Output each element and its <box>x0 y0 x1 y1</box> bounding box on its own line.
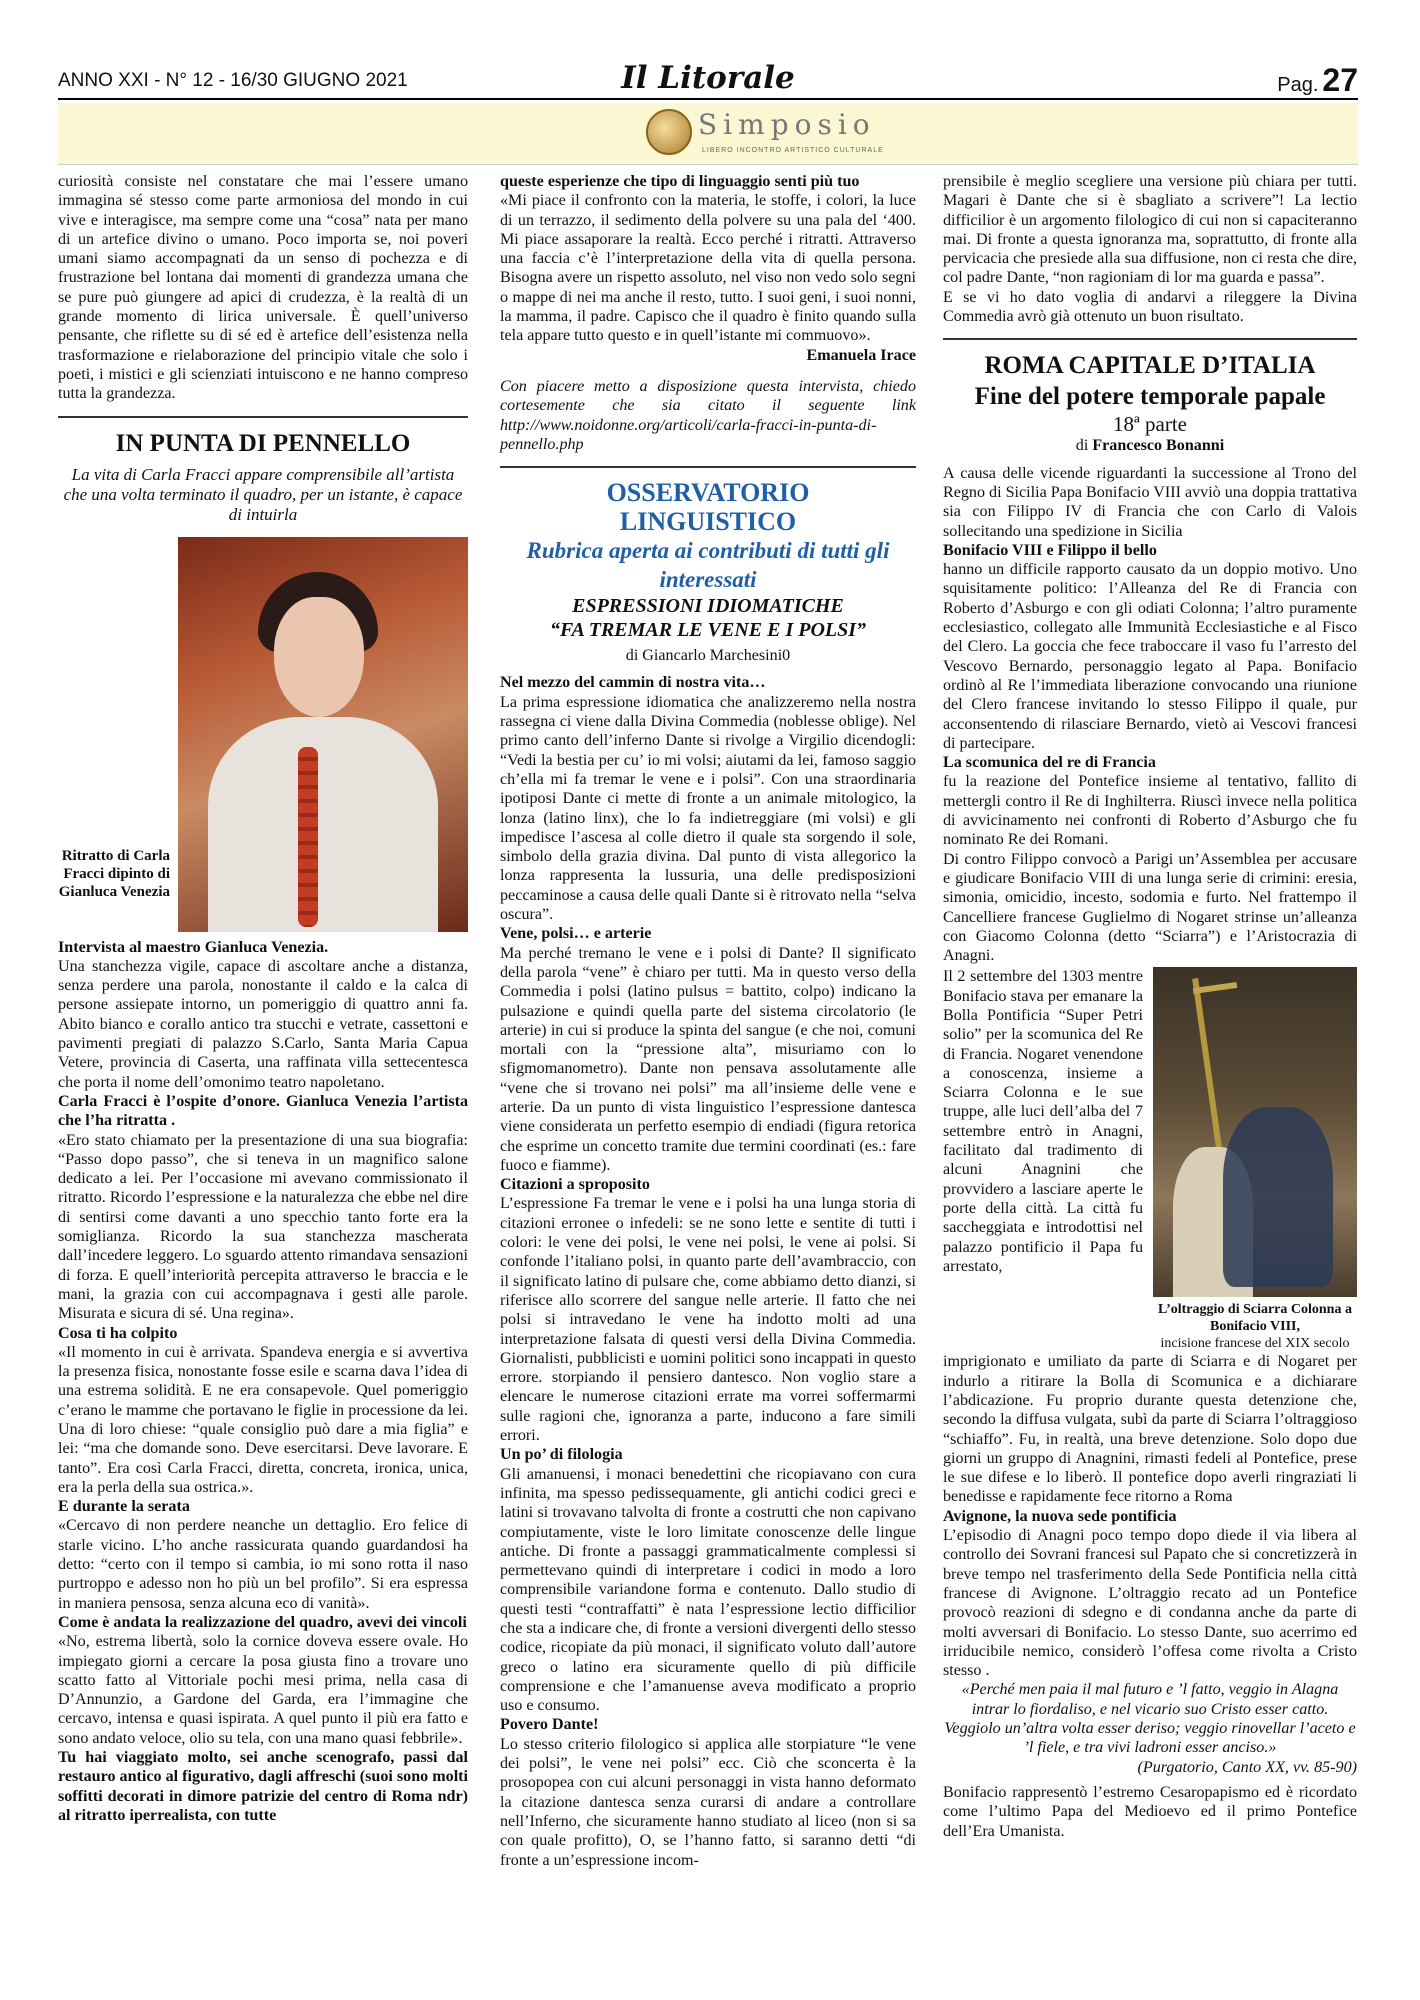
paragraph: Bonifacio rappresentò l’estremo Cesaropapismo ed è ricordato come l’ultimo Papa del Medioevo ed il primo Pontefice dell’Era Umanista. <box>943 1783 1357 1840</box>
portrait-caption: Ritratto di Carla Fracci dipinto di Gianluca Venezia <box>58 847 170 900</box>
article-title: IN PUNTA DI PENNELLO <box>115 429 411 457</box>
section-heading: La scomunica del re di Francia <box>943 754 1156 772</box>
dante-quote: «Perché men paia il mal futuro e ’l fatto, veggio in Alagna intrar lo fiordaliso, e nel vicario suo Cristo esser catto. <box>961 1681 1339 1718</box>
section-tagline: LIBERO INCONTRO ARTISTICO CULTURALE <box>702 147 884 154</box>
paragraph: «Ero stato chiamato per la presentazione di una sua biografia: “Passo dopo passo”, che si teneva in un magnifico salone dedicato a lei. Per l’occasione mi avevano commissionato il ritratto. Ricordo l’espressione e la naturalezza che ebbe nel dire di sentirsi come davanti a uno specchio tanto forte era la somiglianza. Ricordo la sua stanchezza mascherata dall’incedere leggero. Lo sguardo attento rimandava sensazioni di forza. E quell’interiorità percepita attraverso le braccia e le mani, la grazia con cui accompagnava i gesti alle parole. Misurata e sicura di sé. Una regina». <box>58 1131 468 1323</box>
paragraph: Il 2 settembre del 1303 mentre Bonifacio stava per emanare la Bolla Pontificia “Super Petri solio” per la scomunica del Re di Francia. Nogaret venendone a conoscenza, insieme a Sciarra Colonna e le sue truppe, alle luci dell’alba del 7 settembre entrò in Anagni, facilitato dal tradimento di alcuni Anagnini che provvidero a lasciare aperte le porte della città. La città fu saccheggiata e introdottisi nel palazzo pontificio il Papa fu arrestato, <box>943 968 1143 1275</box>
section-heading: Avignone, la nuova sede pontificia <box>943 1507 1177 1525</box>
paragraph: «Cercavo di non perdere neanche un dettaglio. Ero felice di starle vicino. L’ho anche rassicurata quando guardandosi ha detto: “certo con il tempo si cambia, io mi sono rotta il naso purtroppo e adesso non ho più un bel profilo”. Si era espressa in maniera pensosa, senza alcuna eco di vanità». <box>58 1517 468 1612</box>
figure-caption: L’oltraggio di Sciarra Colonna a Bonifacio VIII, incisione francese del XIX secolo <box>1158 1302 1352 1352</box>
engraving-figure <box>1153 967 1357 1352</box>
rubric-phrase: “FA TREMAR LE VENE E I POLSI” <box>549 619 867 642</box>
citation-note: Con piacere metto a disposizione questa intervista, chiedo cortesemente che sia citato il seguente link http://www.noidonne.org/articoli/carla-fracci-in-punta-di-pennello.php <box>500 377 916 453</box>
page-number: Pag. 27 <box>1277 62 1358 98</box>
paragraph: L’episodio di Anagni poco tempo dopo diede il via libera al controllo dei Sovrani francesi sul Papato che si concretizzerà in breve tempo nel trasferimento della Sede Pontificia nella città francese di Avignone. L’oltraggio recato ad un Pontefice provocò reazioni di sdegno e di condanna anche da parte di molti avversari di Bonifacio. Lo stesso Dante, suo acerrimo ed irriducibile nemico, considerò l’offesa come rivolta a Cristo stesso . <box>943 1527 1357 1680</box>
paragraph: prensibile è meglio scegliere una versione più chiara per tutti. Magari è Dante che si è sbagliato a scrivere”! La lectio difficilior è un argomento filologico di cui non si capaciteranno mai. Di fronte a questa ignoranza ma, soprattutto, di fronte alla pervicacia che presiede alla sua diffusione, non ci resta che dire, col padre Dante, “non ragioniam di lor ma guarda e passa”. <box>943 173 1357 287</box>
paragraph: La prima espressione idiomatica che analizzeremo nella nostra rassegna ci viene dalla Divina Commedia (noblesse oblige). Nel primo canto dell’inferno Dante si rivolge a Virgilio dicendogli: “Vedi la bestia per cu’ io mi volsi; aiutami da lei, famoso saggio ch’ella mi fa tremar le vene e i polsi”. Con una straordinaria ipotiposi Dante ci mette di fronte a un animale mitologico, la lonza (latino linx), che lo fa indietreggiare (mi volsi) e gli impedisce l’ascesa al colle dietro il quale sta sorgendo il sole, simbolo della grazia divina. Dal punto di vista allegorico la lonza rappresenta la lussuria, una delle predisposizioni peccaminose a causa delle quali Dante si è ritrovato nella “selva oscura”. <box>500 693 916 924</box>
article-part: 18ª parte <box>1112 412 1187 437</box>
section-brand: Simposio <box>698 108 876 141</box>
question-heading: Cosa ti ha colpito <box>58 1324 178 1342</box>
rubric-subtitle: Rubrica aperta ai contributi di tutti gli interessati <box>526 538 890 593</box>
question-heading: Come è andata la realizzazione del quadro, avevi dei vincoli <box>58 1613 467 1631</box>
quote-source: (Purgatorio, Canto XX, vv. 85-90) <box>1137 1758 1357 1776</box>
section-heading: Citazioni a sproposito <box>500 1176 650 1194</box>
section-heading: Un po’ di filologia <box>500 1446 623 1464</box>
paragraph: hanno un difficile rapporto causato da un doppio motivo. Uno squisitamente politico: l’Alleanza del Re di Francia con Roberto d’Asburgo e con gli odiati Colonna; l’altro puramente ecclesiastico, collegato alle Immunità Ecclesiastiche e al Fisco del Clero. La goccia che fece traboccare il vaso fu l’arresto del Vescovo Bernardo, personaggio legato al Papa. Bonifacio ordinò al Re l’immediata liberazione convocando una riunione del Clero francese invitando lo stesso Filippo il quale, pur acconsentendo di rilasciare Bernardo, vietò ai Vescovi francesi di partecipare. <box>943 561 1357 752</box>
issue-info: ANNO XXI - N° 12 - 16/30 GIUGNO 2021 <box>58 70 408 91</box>
portrait-figure <box>58 537 468 932</box>
paragraph: L’espressione Fa tremar le vene e i polsi ha una lunga storia di citazioni erronee o infedeli: se ne sono lette e sentite di tutti i colori: le vene dei polsi, le vene nei polsi, le vene ai polsi. Si confonde l’italiano polsi, in quanto parte dell’avambraccio, con il significato latino di pulsare che, come abbiamo detto dianzi, si riferisce allo scorrere del sangue nelle arterie. Il fatto che nei polsi si intravedano le vene ha indotto molti ad una interpretazione falsata di questi versi della Divina Commedia. Giornalisti, pubblicisti e uomini politici sono incappati in questo errore. storpiando il pensiero dantesco. Non voglio stare a elencare le numerose citazioni errate ma vorrei soffermarmi sulle ragioni che, ignoranza a parte, inducono a fare simili errori. <box>500 1195 916 1445</box>
paragraph: Lo stesso criterio filologico si applica alle storpiature “le vene dei polsi”, le vene nei polsi” ecc. Ciò che sconcerta è la prosopopea con cui alcuni personaggi in vista hanno deformato la citazione dantesca senza curarsi di andare a controllare nell’Inferno, che sicuramente hanno studiato al liceo (non si sa con quale profitto), O, se l’hanno fatto, si saranno detti “di fronte a un’espressione incom- <box>500 1735 916 1869</box>
column-2 <box>500 172 916 1870</box>
question-heading: Tu hai viaggiato molto, sei anche scenografo, passi dal restauro antico al figurativo, dagli affreschi (suoi sono molti soffitti decorati in dimore patrizie del centro di Roma ndr) al ritratto iperrealista, con tutte <box>58 1749 468 1824</box>
paragraph: Gli amanuensi, i monaci benedettini che ricopiavano con cura infinita, ma spesso pedissequamente, gli antichi codici greci e latini si trovavano talvolta di fronte a costrutti che non capivano compiutamente, viste le loro limitate conoscenze delle lingue antiche. Di fronte a passaggi grammaticalmente complessi si permettevano quindi di interpretare i codici in modo a loro comprensibile variandone forma e contenuto. Dallo studio di questi testi “contraffatti” è nata l’espressione lectio difficilior che sta a indicare che, di fronte a versioni divergenti dello stesso codice, ricopiate da più monaci, il significato voluto dall’autore greco o latino era sicuramente quello di più difficile comprensione e che l’amanuense aveva modificato a proprio uso e consumo. <box>500 1465 916 1715</box>
section-heading: Nel mezzo del cammin di nostra vita… <box>500 674 766 692</box>
article-subtitle: Fine del potere temporale papale <box>974 383 1326 411</box>
article-title: ROMA CAPITALE D’ITALIA <box>984 352 1316 380</box>
article-subtitle: La vita di Carla Fracci appare comprensibile all’artista che una volta terminato il quadro, per un istante, è capace di intuirla <box>63 464 463 524</box>
dante-quote: Veggiolo un’altra volta esser deriso; veggio rinovellar l’aceto e ’l fiele, e tra vivi ladroni esser anciso.» <box>944 1720 1356 1757</box>
section-heading: Vene, polsi… e arterie <box>500 925 652 943</box>
divider <box>58 416 468 418</box>
paragraph: fu la reazione del Pontefice insieme al tentativo, fallito di mettergli contro il Re di Inghilterra. Riuscì invece nella politica di avvicinamento nei confronti di Roberto d’Asburgo che fu nominato Re dei Romani. <box>943 773 1357 849</box>
byline: di Francesco Bonanni <box>1075 437 1225 455</box>
paragraph: Ma perché tremano le vene e i polsi di Dante? Il significato della parola “vene” è chiaro per tutti. Ma in questo verso della Commedia i polsi (latino pulsus = battito, colpo) indicano la pulsazione e quindi quella parte del sistema circolatorio (le arterie) in cui si produce la spinta del sangue (e che noi, comuni mortali con la “pressione alta”, misuriamo con lo sfigmomanometro). Dante non pensava assolutamente alle “vene che si trovano nei polsi” ma all’insieme delle vene e arterie. Da un punto di vista linguistico l’espressione dantesca viene considerata un perfetto esempio di endiadi (figura retorica che esprime un concetto tramite due termini coordinati (es.: fare fuoco e fiamme). <box>500 944 916 1174</box>
paragraph: «Il momento in cui è arrivata. Spandeva energia e si avvertiva la presenza fisica, nonostante fosse esile e scarna dava l’idea di una estrema solidità. E ne era consapevole. Quel pomeriggio c’erano le mamme che portavano le figlie in processione da lei. Una di loro chiese: “quale consiglio può dare a mia figlia” e lei: “ma che domande sono. Deve esercitarsi. Deve lavorare. E tanto”. Era così Carla Fracci, diretta, concreta, ironica, unica, era la perla della sua ostrica.». <box>58 1343 468 1496</box>
divider <box>943 338 1357 340</box>
figure-block <box>943 967 1357 1352</box>
carla-fracci-portrait <box>178 537 468 932</box>
masthead: Il Litorale <box>621 60 795 96</box>
divider <box>500 466 916 468</box>
paragraph: A causa delle vicende riguardanti la successione al Trono del Regno di Sicilia Papa Bonifacio VIII avviò una doppia trattativa sia con Filippo IV di Francia che con Carlo di Valois sollecitando una spedizione in Sicilia <box>943 464 1358 540</box>
paragraph: E se vi ho dato voglia di andarvi a rileggere la Divina Commedia avrò già ottenuto un buon risultato. <box>943 288 1357 326</box>
paragraph: «No, estrema libertà, solo la cornice doveva essere ovale. Ho impiegato giorni a cercare la posa giusta fino a trovare uno scatto fatto al Vittoriale pochi mesi prima, nella casa di D’Annunzio, a Gardone del Garda, era l’immagine che cercavo, intensa e quasi ispirata. A quel punto il più era fatto e sono andato veloce, olio su tela, con una mano quasi febbrile». <box>58 1633 468 1747</box>
interview-heading: Intervista al maestro Gianluca Venezia. <box>58 938 329 956</box>
question-heading: Carla Fracci è l’ospite d’onore. Gianluca Venezia l’artista che l’ha ritratta . <box>58 1092 468 1130</box>
simposio-logo-icon <box>646 109 692 155</box>
rubric-section: ESPRESSIONI IDIOMATICHE <box>572 595 844 618</box>
paragraph: Una stanchezza vigile, capace di ascoltare anche a distanza, senza perdere una parola, nonostante il caldo e la calca di persone assiepate intorno, un pomeriggio di quattro anni fa. Abito bianco e corallo antico tra stucchi e vetrate, cassettoni e pavimenti pregiati di palazzo S.Carlo, Santa Maria Capua Vetere, provincia di Caserta, una raffinata villa settecentesca che porta il nome dell’omonimo teatro napoletano. <box>58 957 468 1091</box>
paragraph: imprigionato e umiliato da parte di Sciarra e di Nogaret per indurlo a ritirare la Bolla di Scomunica e a dichiarare l’abdicazione. Fu proprio durante questa detenzione che, secondo la diffusa vulgata, subì da parte di Sciarra l’oltraggioso “schiaffo”. Fu, in realtà, una breve detenzione. Solo dopo due giorni un gruppo di Anagnini, rimasti fedeli al Pontefice, prese le sue difese e lo liberò. Il pontefice dopo averli ringraziati li benedisse e rapidamente fece ritorno a Roma <box>943 1353 1357 1506</box>
column-1 <box>58 172 468 1825</box>
paragraph: Di contro Filippo convocò a Parigi un’Assemblea per accusare e giudicare Bonifacio VIII di una lunga serie di crimini: eresia, simonia, omicidio, incesto, sodomia e furto. Nel frattempo il Cancelliere francese Guglielmo di Nogaret strinse un’alleanza con Giacomo Colonna (detto “Sciarra”) e l’Aristocrazia di Anagni. <box>943 850 1357 965</box>
author-signature: Emanuela Irace <box>806 346 916 364</box>
column-3 <box>943 172 1357 1841</box>
byline: di Giancarlo Marchesini0 <box>625 647 791 665</box>
section-heading: Bonifacio VIII e Filippo il bello <box>943 541 1157 559</box>
section-band <box>58 103 1358 165</box>
rubric-title: OSSERVATORIO LINGUISTICO <box>606 478 810 537</box>
question-heading: E durante la serata <box>58 1498 190 1516</box>
question-heading: queste esperienze che tipo di linguaggio senti più tuo <box>500 173 860 190</box>
anagni-engraving <box>1153 967 1357 1297</box>
section-heading: Povero Dante! <box>500 1716 599 1734</box>
page-header <box>58 60 1358 100</box>
paragraph: «Mi piace il confronto con la materia, le stoffe, i colori, la luce di un terrazzo, il sedimento della polvere su una pala del ‘400. Mi piace assaporare la realtà. Ecco perché i ritratti. Attraverso una faccia c’è l’interpretazione della vita di quella persona. Bisogna avere un rispetto assoluto, nel viso non vedo solo segni o mappe di nei ma anche il resto, tutto. I suoi geni, i suoi nonni, la mamma, il padre. Capisco che il quadro è finito quando sulla tela appare tutto questo e in quell’istante mi commuovo». <box>500 192 916 345</box>
intro-text: curiosità consiste nel constatare che mai l’essere umano immagina sé stesso come parte armoniosa del mondo in cui vive e interagisce, ma sempre come una “cosa” nata per mano di un artefice divino o umano. Poco importa se, noi poveri umani siamo accompagnati da un senso di pochezza e di frustrazione bel lontana dai momenti di grandezza umana che se pure può giungere ad apici di crudezza, è la realtà di un grande momento di lirica universale. È quell’universo pensante, che riflette su di sé ed è artefice dell’esistenza nella trasformazione e rielaborazione del principio vitale che solo i poeti, i mistici e gli scienziati intuiscono e ne hanno compreso tutta la grandezza. <box>58 173 468 403</box>
